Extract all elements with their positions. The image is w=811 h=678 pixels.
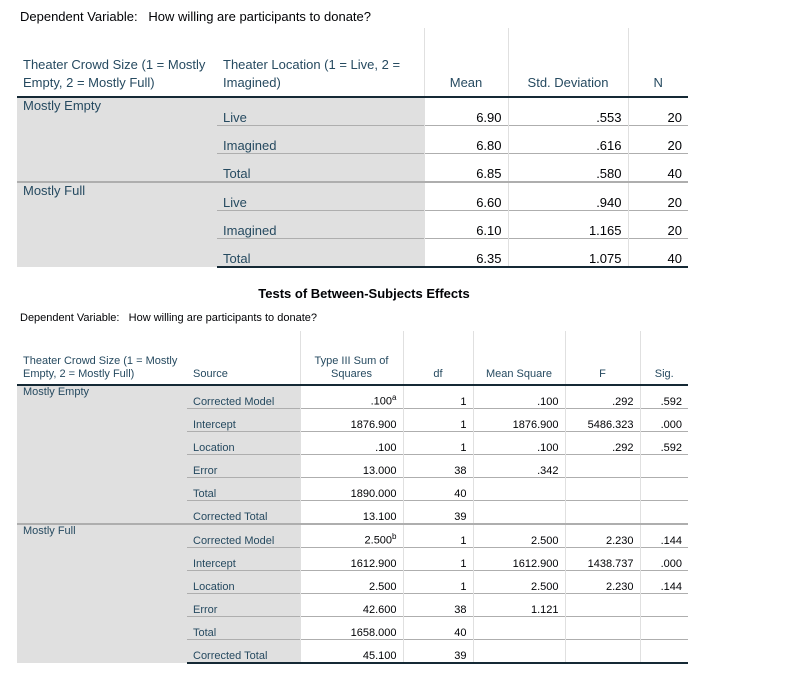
sig-cell: [640, 594, 688, 617]
source-cell: Total: [187, 617, 300, 640]
mean-cell: 6.10: [424, 211, 508, 239]
f-cell: [565, 594, 640, 617]
sum-of-squares-cell: [300, 594, 403, 617]
ss-value: 45.100: [362, 650, 397, 662]
ss-value: .100: [370, 396, 393, 408]
mean-square-cell: 1.121: [473, 594, 565, 617]
mean-square-cell: .342: [473, 455, 565, 478]
location-cell: Imagined: [217, 211, 424, 239]
f-cell: .292: [565, 385, 640, 409]
sd-cell: .940: [508, 182, 628, 211]
n-cell: 40: [628, 239, 688, 268]
sd-cell: .616: [508, 126, 628, 154]
ss-value: 42.600: [362, 604, 397, 616]
ss-value: 13.100: [362, 511, 397, 523]
f-cell: [565, 501, 640, 525]
f-cell: [565, 617, 640, 640]
source-cell: Error: [187, 594, 300, 617]
ss-value: .100: [375, 442, 397, 454]
mean-square-cell: 1612.900: [473, 548, 565, 571]
mean-cell: 6.60: [424, 182, 508, 211]
df-cell: 1: [403, 432, 473, 455]
header-crowd-size: Theater Crowd Size (1 = Mostly Empty, 2 = Mostly Full): [17, 331, 187, 385]
header-sum-of-squares: Type III Sum of Squares: [300, 331, 403, 385]
sum-of-squares-cell: [300, 455, 403, 478]
sum-of-squares-cell: [300, 571, 403, 594]
ss-value: 2.500: [364, 535, 393, 547]
sum-of-squares-cell: [300, 640, 403, 664]
table-row: [17, 385, 688, 409]
mean-square-cell: [473, 478, 565, 501]
header-sig: Sig.: [640, 331, 688, 385]
sum-of-squares-cell: [300, 478, 403, 501]
mean-square-cell: [473, 501, 565, 525]
df-cell: 1: [403, 524, 473, 548]
ss-value: 1876.900: [350, 419, 397, 431]
sig-cell: .592: [640, 385, 688, 409]
source-cell: Corrected Model: [187, 385, 300, 409]
n-cell: 40: [628, 154, 688, 183]
location-cell: Total: [217, 239, 424, 268]
table-row: [17, 97, 688, 126]
sum-of-squares-cell: [300, 617, 403, 640]
location-cell: Live: [217, 97, 424, 126]
sig-cell: .144: [640, 524, 688, 548]
group-label: Mostly Empty: [17, 385, 187, 524]
f-cell: 2.230: [565, 524, 640, 548]
ss-value: 1658.000: [350, 627, 397, 639]
mean-square-cell: 1876.900: [473, 409, 565, 432]
descriptive-statistics-table: [17, 28, 688, 268]
group-label: Mostly Empty: [17, 97, 217, 182]
location-cell: Imagined: [217, 126, 424, 154]
n-cell: 20: [628, 182, 688, 211]
df-cell: 1: [403, 571, 473, 594]
sig-cell: .592: [640, 432, 688, 455]
sum-of-squares-cell: [300, 501, 403, 525]
mean-square-cell: [473, 617, 565, 640]
mean-cell: 6.90: [424, 97, 508, 126]
source-cell: Corrected Model: [187, 524, 300, 548]
sig-cell: .000: [640, 409, 688, 432]
ss-value: 13.000: [362, 465, 397, 477]
source-cell: Total: [187, 478, 300, 501]
header-mean: Mean: [424, 28, 508, 97]
df-cell: 38: [403, 455, 473, 478]
header-sd: Std. Deviation: [508, 28, 628, 97]
df-cell: 39: [403, 640, 473, 664]
df-cell: 40: [403, 617, 473, 640]
between-subjects-effects-table: [17, 331, 688, 664]
mean-square-cell: [473, 640, 565, 664]
f-cell: [565, 455, 640, 478]
mean-square-cell: 2.500: [473, 524, 565, 548]
table-row: [17, 524, 688, 548]
df-cell: 38: [403, 594, 473, 617]
f-cell: [565, 478, 640, 501]
df-cell: 1: [403, 409, 473, 432]
ss-value: 1612.900: [350, 558, 397, 570]
header-f: F: [565, 331, 640, 385]
df-cell: 1: [403, 385, 473, 409]
dv-label: Dependent Variable:: [20, 9, 138, 24]
sig-cell: .144: [640, 571, 688, 594]
footnote-marker: b: [392, 532, 397, 542]
dependent-variable-note-2: [20, 312, 317, 324]
ss-value: 1890.000: [350, 488, 397, 500]
n-cell: 20: [628, 97, 688, 126]
sum-of-squares-cell: [300, 432, 403, 455]
footnote-marker: a: [392, 393, 397, 403]
sum-of-squares-cell: [300, 548, 403, 571]
sig-cell: [640, 640, 688, 664]
df-cell: 40: [403, 478, 473, 501]
f-cell: .292: [565, 432, 640, 455]
table-title: Tests of Between-Subjects Effects: [258, 286, 470, 301]
source-cell: Corrected Total: [187, 501, 300, 525]
sd-cell: .553: [508, 97, 628, 126]
mean-square-cell: .100: [473, 432, 565, 455]
df-cell: 1: [403, 548, 473, 571]
mean-cell: 6.35: [424, 239, 508, 268]
mean-square-cell: 2.500: [473, 571, 565, 594]
source-cell: Location: [187, 432, 300, 455]
dv-value: How willing are participants to donate?: [148, 9, 371, 24]
sd-cell: 1.165: [508, 211, 628, 239]
sum-of-squares-cell: [300, 409, 403, 432]
sum-of-squares-cell: [300, 524, 403, 548]
ss-value: 2.500: [368, 581, 397, 593]
source-cell: Corrected Total: [187, 640, 300, 664]
header-location: Theater Location (1 = Live, 2 = Imagined): [217, 28, 424, 97]
n-cell: 20: [628, 126, 688, 154]
source-cell: Location: [187, 571, 300, 594]
sig-cell: [640, 501, 688, 525]
header-mean-square: Mean Square: [473, 331, 565, 385]
location-cell: Live: [217, 182, 424, 211]
sd-cell: 1.075: [508, 239, 628, 268]
f-cell: [565, 640, 640, 664]
header-source: Source: [187, 331, 300, 385]
n-cell: 20: [628, 211, 688, 239]
mean-square-cell: .100: [473, 385, 565, 409]
f-cell: 5486.323: [565, 409, 640, 432]
dependent-variable-note: [20, 9, 371, 24]
source-cell: Intercept: [187, 548, 300, 571]
mean-cell: 6.80: [424, 126, 508, 154]
f-cell: 2.230: [565, 571, 640, 594]
header-n: N: [628, 28, 688, 97]
group-label: Mostly Full: [17, 524, 187, 663]
f-cell: 1438.737: [565, 548, 640, 571]
group-label: Mostly Full: [17, 182, 217, 267]
location-cell: Total: [217, 154, 424, 183]
source-cell: Error: [187, 455, 300, 478]
sd-cell: .580: [508, 154, 628, 183]
sig-cell: [640, 617, 688, 640]
sig-cell: [640, 478, 688, 501]
sig-cell: [640, 455, 688, 478]
mean-cell: 6.85: [424, 154, 508, 183]
header-df: df: [403, 331, 473, 385]
header-crowd-size: Theater Crowd Size (1 = Mostly Empty, 2 = Mostly Full): [17, 28, 217, 97]
dv-label: Dependent Variable:: [20, 312, 120, 324]
dv-value: How willing are participants to donate?: [128, 312, 317, 324]
table-row: [17, 182, 688, 211]
source-cell: Intercept: [187, 409, 300, 432]
sum-of-squares-cell: [300, 385, 403, 409]
sig-cell: .000: [640, 548, 688, 571]
df-cell: 39: [403, 501, 473, 525]
